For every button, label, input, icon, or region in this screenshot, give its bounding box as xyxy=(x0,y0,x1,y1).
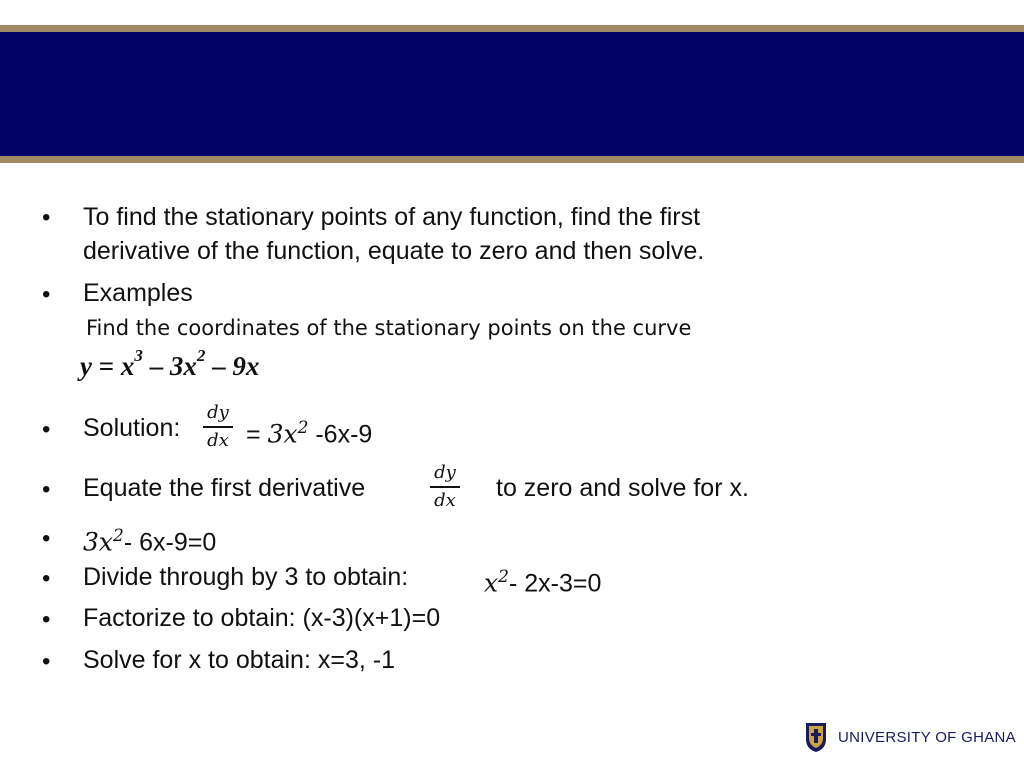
fraction-numerator: dy xyxy=(207,402,229,423)
bullet-marker: • xyxy=(42,525,51,552)
quad-3x: 3x xyxy=(83,527,114,557)
quad-rest: - 6x-9=0 xyxy=(123,528,217,557)
bullet-marker: • xyxy=(42,204,51,231)
fraction-denominator: dx xyxy=(207,429,229,451)
bullet-marker: • xyxy=(42,281,51,308)
eq-x: x xyxy=(120,351,135,381)
curve-equation xyxy=(80,346,260,382)
fraction-numerator: dy xyxy=(434,462,456,483)
fraction-denominator: dx xyxy=(434,489,456,511)
bullet-marker: • xyxy=(42,476,51,503)
quadratic-equation xyxy=(83,521,216,557)
bullet-text-1-line-1: To find the stationary points of any function, find the first xyxy=(83,203,701,231)
eq-minus: – xyxy=(212,351,226,381)
factorize-text: Factorize to obtain: (x-3)(x+1)=0 xyxy=(83,604,441,632)
bullet-marker: • xyxy=(42,648,51,675)
solution-expression xyxy=(246,413,372,449)
dy-dx-fraction xyxy=(203,402,233,452)
solution-equals: = xyxy=(246,420,261,449)
eq-minus: – xyxy=(149,351,164,381)
quad-power: 2 xyxy=(113,526,124,546)
bullet-marker: • xyxy=(42,565,51,592)
solution-rest: -6x-9 xyxy=(315,420,373,449)
divide-text: Divide through by 3 to obtain: xyxy=(83,563,409,591)
eq-9x: 9x xyxy=(232,351,260,381)
divide-x: x xyxy=(484,568,499,598)
eq-3x: 3x xyxy=(169,351,197,381)
solution-label: Solution: xyxy=(83,414,181,442)
fraction-bar xyxy=(203,426,233,428)
divide-expression xyxy=(484,562,601,598)
crest-icon xyxy=(804,721,828,753)
solution-3x: 3x xyxy=(267,419,298,449)
bullet-marker: • xyxy=(42,416,51,443)
university-logo xyxy=(804,720,1016,754)
dy-dx-fraction xyxy=(430,462,460,512)
equate-text: Equate the first derivative xyxy=(83,474,366,502)
eq-y: y xyxy=(80,351,92,381)
equate-rest: to zero and solve for x. xyxy=(496,474,749,502)
eq-power-2: 2 xyxy=(196,346,206,365)
example-text: Find the coordinates of the stationary points on the curve xyxy=(86,316,692,340)
eq-equals: = xyxy=(98,351,115,381)
bullet-text-1-line-2: derivative of the function, equate to zero and then solve. xyxy=(83,237,705,265)
logo-text: UNIVERSITY OF GHANA xyxy=(838,728,1016,746)
solution-power: 2 xyxy=(297,418,309,438)
fraction-bar xyxy=(430,486,460,488)
bullet-text-examples: Examples xyxy=(83,279,193,307)
bullet-marker: • xyxy=(42,606,51,633)
solve-text: Solve for x to obtain: x=3, -1 xyxy=(83,646,395,674)
divide-power: 2 xyxy=(498,567,509,587)
divide-rest: - 2x-3=0 xyxy=(508,569,602,598)
eq-power-3: 3 xyxy=(134,346,143,365)
